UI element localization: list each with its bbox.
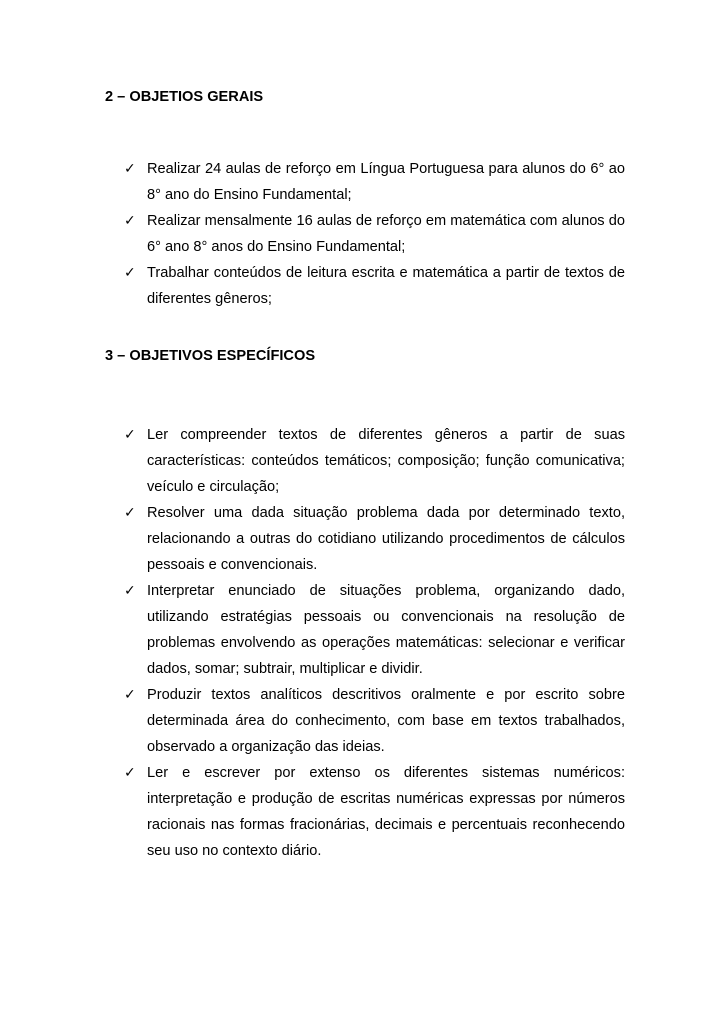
list-item-text: Realizar 24 aulas de reforço em Língua Portuguesa para alunos do 6° ao 8° ano do Ensino Fundamental; xyxy=(147,161,625,203)
list-item-text: Resolver uma dada situação problema dada por determinado texto, relacionando a outras do cotidiano utilizando procedimentos de cálculos pessoais e convencionais. xyxy=(147,505,625,573)
objetivos-gerais-list xyxy=(124,156,625,312)
list-item xyxy=(124,422,625,500)
list-item xyxy=(124,760,625,864)
check-icon: ✓ xyxy=(124,213,136,229)
check-icon: ✓ xyxy=(124,161,136,177)
check-icon: ✓ xyxy=(124,765,136,781)
list-item xyxy=(124,500,625,578)
list-item-text: Trabalhar conteúdos de leitura escrita e matemática a partir de textos de diferentes gêneros; xyxy=(147,265,625,307)
list-item xyxy=(124,260,625,312)
list-item-text: Interpretar enunciado de situações problema, organizando dado, utilizando estratégias pessoais ou convencionais na resolução de problemas envolvendo as operações matemáticas: selecionar e verificar dados, somar; subtrair, multiplicar e dividir. xyxy=(147,583,625,677)
check-icon: ✓ xyxy=(124,687,136,703)
section-title-objetivos-especificos: 3 – OBJETIVOS ESPECÍFICOS xyxy=(105,348,316,364)
check-icon: ✓ xyxy=(124,427,136,443)
list-item-text: Ler e escrever por extenso os diferentes sistemas numéricos: interpretação e produção de escritas numéricas expressas por números racionais nas formas fracionárias, decimais e percentuais reconhecendo seu uso no contexto diário. xyxy=(147,765,625,859)
objetivos-especificos-list xyxy=(124,422,625,864)
section-title-objetivos-gerais: 2 – OBJETIOS GERAIS xyxy=(105,89,264,105)
check-icon: ✓ xyxy=(124,265,136,281)
list-item xyxy=(124,682,625,760)
list-item xyxy=(124,208,625,260)
list-item xyxy=(124,578,625,682)
check-icon: ✓ xyxy=(124,505,136,521)
check-icon: ✓ xyxy=(124,583,136,599)
list-item xyxy=(124,156,625,208)
list-item-text: Produzir textos analíticos descritivos oralmente e por escrito sobre determinada área do conhecimento, com base em textos trabalhados, observado a organização das ideias. xyxy=(147,687,625,755)
list-item-text: Ler compreender textos de diferentes gêneros a partir de suas características: conteúdos temáticos; composição; função comunicativa; veículo e circulação; xyxy=(147,427,625,495)
list-item-text: Realizar mensalmente 16 aulas de reforço em matemática com alunos do 6° ano 8° anos do Ensino Fundamental; xyxy=(147,213,625,255)
